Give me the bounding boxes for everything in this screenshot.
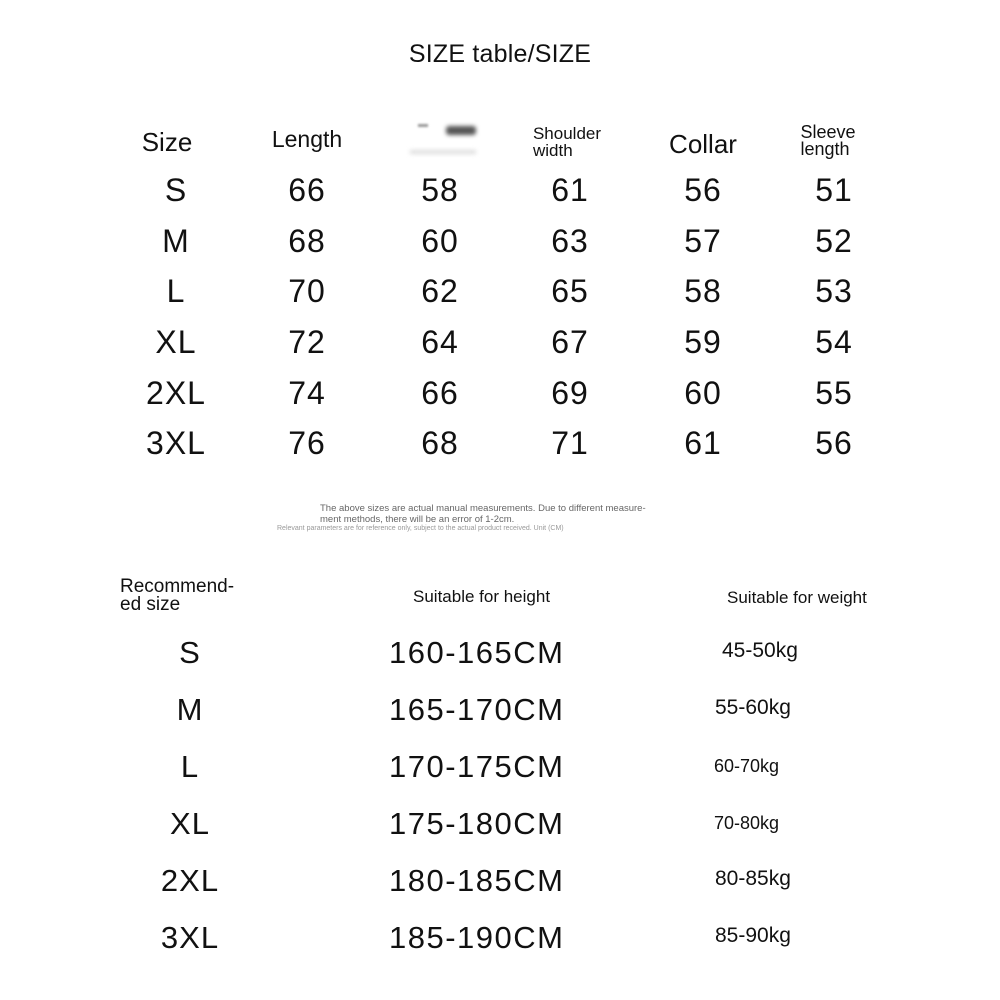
cell-col3: 68 [421, 425, 459, 461]
table-row [0, 223, 1000, 273]
table-row [0, 692, 1000, 749]
cell-sleeve: 54 [815, 324, 853, 360]
header-shoulder-width: Shoulder width [532, 124, 602, 160]
cell-length: 70 [288, 273, 326, 309]
cell-size: S [179, 635, 201, 670]
cell-collar: 60 [684, 375, 722, 411]
cell-height: 175-180CM [389, 806, 565, 841]
table-row [0, 172, 1000, 222]
cell-collar: 56 [684, 172, 722, 208]
cell-collar: 59 [684, 324, 722, 360]
cell-weight: 85-90kg [715, 924, 791, 947]
header-weight: Suitable for weight [727, 588, 867, 607]
cell-col3: 64 [421, 324, 459, 360]
cell-weight: 70-80kg [714, 813, 780, 833]
reference-note: Relevant parameters are for reference only, subject to the actual product received. Unit (CM) [277, 525, 564, 532]
cell-shoulder: 65 [551, 273, 589, 309]
table-row [0, 324, 1000, 374]
page-title: SIZE table/SIZE [408, 40, 592, 68]
cell-col3: 66 [421, 375, 459, 411]
cell-weight: 55-60kg [715, 696, 791, 719]
cell-size: 3XL [160, 920, 220, 955]
header-height: Suitable for height [413, 587, 551, 606]
cell-weight: 60-70kg [714, 756, 780, 776]
cell-col3: 60 [421, 223, 459, 259]
cell-shoulder: 71 [551, 425, 589, 461]
table-row [0, 806, 1000, 863]
measurement-note: The above sizes are actual manual measurements. Due to different measure- ment methods, there will be an error of 1-2cm. [320, 503, 646, 525]
cell-size: L [180, 749, 200, 784]
cell-length: 76 [288, 425, 326, 461]
cell-length: 74 [288, 375, 326, 411]
table-row [0, 635, 1000, 692]
cell-length: 68 [288, 223, 326, 259]
header-size: Size [141, 127, 193, 157]
cell-shoulder: 63 [551, 223, 589, 259]
header-collar: Collar [669, 129, 737, 159]
table-row [0, 425, 1000, 475]
cell-height: 180-185CM [389, 863, 565, 898]
table-row [0, 863, 1000, 920]
cell-collar: 57 [684, 223, 722, 259]
cell-size: M [162, 223, 190, 259]
cell-weight: 45-50kg [722, 639, 798, 662]
cell-col3: 62 [421, 273, 459, 309]
cell-shoulder: 69 [551, 375, 589, 411]
header-sleeve-length: Sleeve length [800, 122, 856, 159]
cell-height: 160-165CM [389, 635, 565, 670]
cell-length: 66 [288, 172, 326, 208]
header-length: Length [271, 126, 343, 152]
cell-height: 170-175CM [389, 749, 565, 784]
cell-size: M [176, 692, 204, 727]
cell-height: 185-190CM [389, 920, 565, 955]
cell-shoulder: 61 [551, 172, 589, 208]
cell-col3: 58 [421, 172, 459, 208]
cell-weight: 80-85kg [715, 867, 791, 890]
table-row [0, 273, 1000, 323]
cell-sleeve: 53 [815, 273, 853, 309]
cell-size: 3XL [146, 425, 206, 461]
table-row [0, 920, 1000, 977]
cell-size: S [164, 172, 188, 208]
cell-size: L [166, 273, 186, 309]
cell-size: 2XL [160, 863, 220, 898]
table-row [0, 749, 1000, 806]
cell-height: 165-170CM [389, 692, 565, 727]
header-recommended-size: Recommend- ed size [120, 576, 235, 615]
cell-collar: 58 [684, 273, 722, 309]
cell-size: XL [155, 324, 197, 360]
cell-length: 72 [288, 324, 326, 360]
cell-sleeve: 55 [815, 375, 853, 411]
cell-sleeve: 51 [815, 172, 853, 208]
cell-shoulder: 67 [551, 324, 589, 360]
cell-sleeve: 52 [815, 223, 853, 259]
cell-size: 2XL [146, 375, 206, 411]
cell-collar: 61 [684, 425, 722, 461]
table-row [0, 375, 1000, 425]
cell-size: XL [170, 806, 210, 841]
blurred-header [410, 124, 476, 158]
cell-sleeve: 56 [815, 425, 853, 461]
